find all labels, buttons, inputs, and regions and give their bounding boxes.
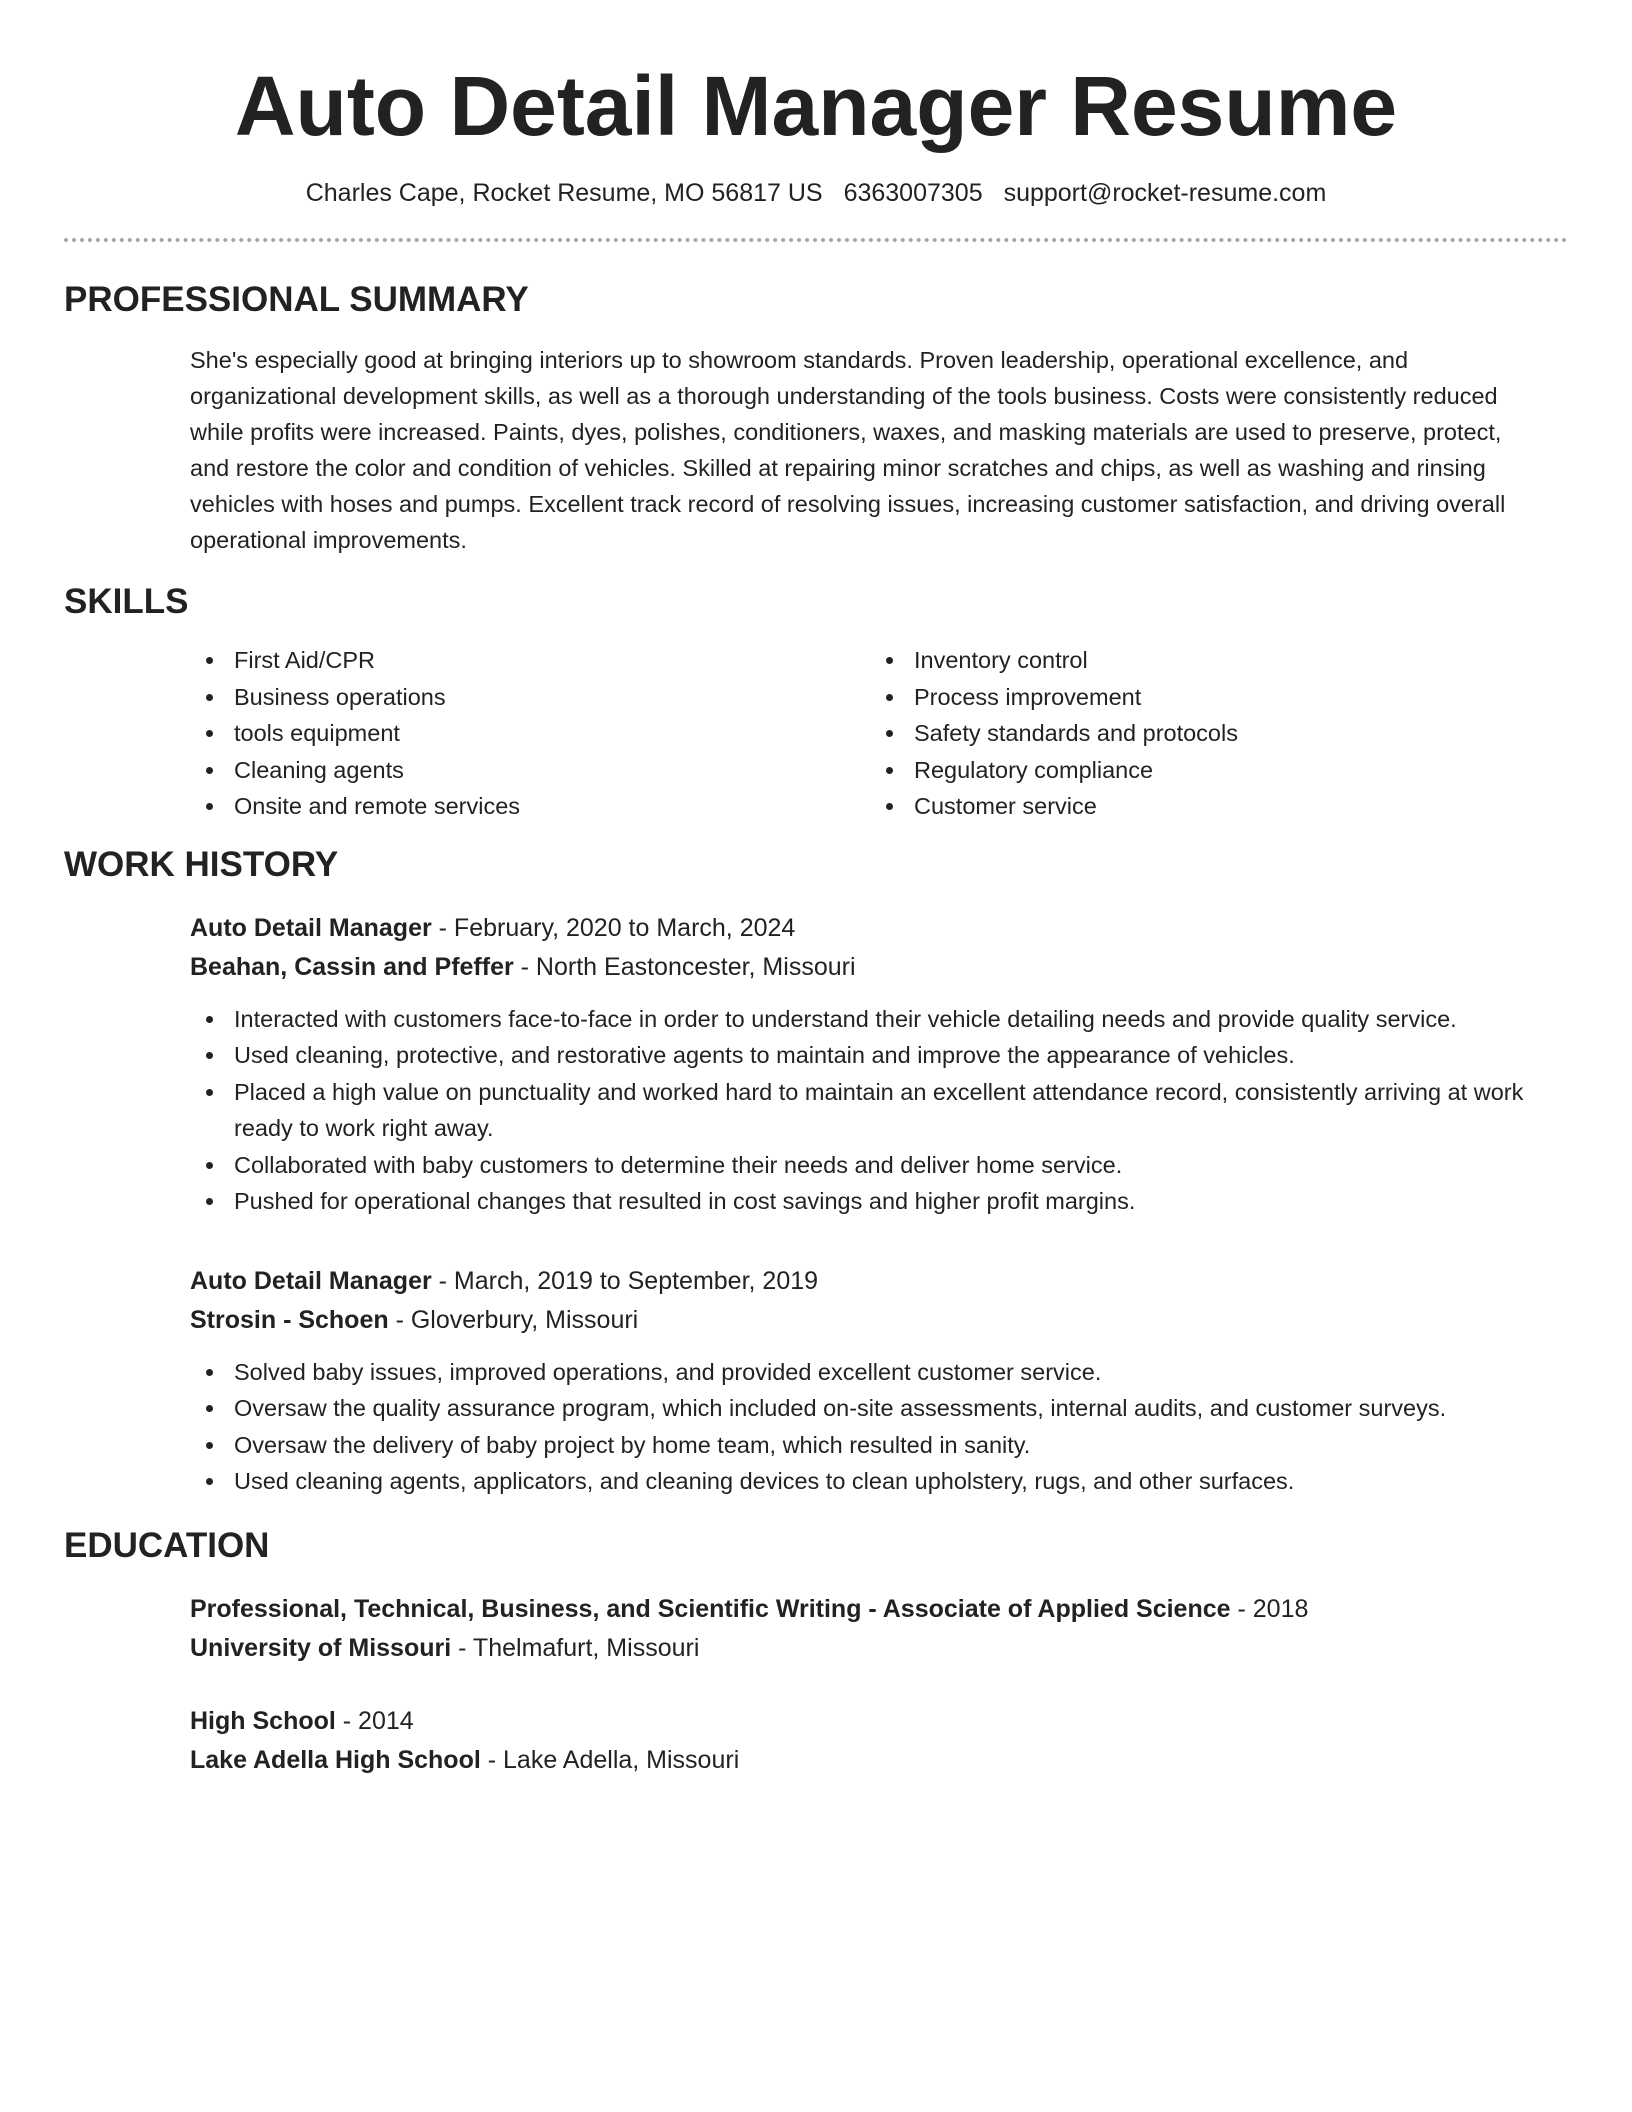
skill-item: Cleaning agents bbox=[190, 752, 870, 789]
job-entry bbox=[190, 1262, 1568, 1500]
work-history-section bbox=[64, 843, 1568, 1500]
job-duties-list bbox=[190, 1001, 1568, 1220]
education-degree-line bbox=[190, 1702, 1568, 1741]
job-location: - Gloverbury, Missouri bbox=[388, 1305, 639, 1334]
skill-item: Inventory control bbox=[870, 642, 1550, 679]
education-school-line bbox=[190, 1629, 1568, 1668]
education-degree: High School bbox=[190, 1706, 336, 1735]
skill-item: Business operations bbox=[190, 679, 870, 716]
job-entry bbox=[190, 909, 1568, 1220]
contact-email: support@rocket-resume.com bbox=[1003, 179, 1327, 207]
skill-item: tools equipment bbox=[190, 715, 870, 752]
job-title: Auto Detail Manager bbox=[190, 913, 432, 942]
header-divider bbox=[64, 238, 1568, 242]
education-school-line bbox=[190, 1741, 1568, 1780]
education-entry bbox=[190, 1702, 1568, 1780]
education-section bbox=[64, 1524, 1568, 1780]
job-duty-item: Pushed for operational changes that resulted in cost savings and higher profit margins. bbox=[190, 1183, 1548, 1220]
job-company: Strosin - Schoen bbox=[190, 1305, 389, 1334]
summary-text: She's especially good at bringing interiors up to showroom standards. Proven leadership, operational excellence, and organizational development skills, as well as a thorough understanding of the tools business. Costs were consistently reduced while profits were increased. Paints, dyes, polishes, conditioners, waxes, and masking materials are used to preserve, protect, and restore the color and condition of vehicles. Skilled at repairing minor scratches and chips, as well as washing and rinsing vehicles with hoses and pumps. Excellent track record of resolving issues, increasing customer satisfaction, and driving overall operational improvements. bbox=[190, 347, 1506, 553]
job-duty-item: Used cleaning agents, applicators, and cleaning devices to clean upholstery, rugs, and other surfaces. bbox=[190, 1463, 1548, 1500]
skills-column-left bbox=[190, 642, 870, 825]
education-location: - Lake Adella, Missouri bbox=[480, 1745, 740, 1774]
education-year: - 2018 bbox=[1230, 1594, 1309, 1623]
job-duty-item: Placed a high value on punctuality and worked hard to maintain an excellent attendance record, consistently arriving at work ready to work right away. bbox=[190, 1074, 1548, 1147]
skills-section bbox=[64, 580, 1568, 825]
education-year: - 2014 bbox=[335, 1706, 414, 1735]
resume-title: Auto Detail Manager Resume bbox=[234, 59, 1398, 153]
job-dates: - March, 2019 to September, 2019 bbox=[431, 1266, 819, 1295]
education-school: University of Missouri bbox=[190, 1633, 452, 1662]
job-dates: - February, 2020 to March, 2024 bbox=[431, 913, 796, 942]
education-school: Lake Adella High School bbox=[190, 1745, 481, 1774]
job-location: - North Eastoncester, Missouri bbox=[513, 952, 856, 981]
section-heading-education: EDUCATION bbox=[64, 1525, 270, 1565]
skill-item: Safety standards and protocols bbox=[870, 715, 1550, 752]
education-entry bbox=[190, 1590, 1568, 1668]
skill-item: Process improvement bbox=[870, 679, 1550, 716]
contact-phone: 6363007305 bbox=[843, 179, 983, 207]
job-company: Beahan, Cassin and Pfeffer bbox=[190, 952, 514, 981]
job-company-line bbox=[190, 948, 1568, 987]
job-duty-item: Oversaw the delivery of baby project by home team, which resulted in sanity. bbox=[190, 1427, 1548, 1464]
job-duty-item: Collaborated with baby customers to determine their needs and deliver home service. bbox=[190, 1147, 1548, 1184]
job-title-line bbox=[190, 909, 1568, 948]
section-heading-skills: SKILLS bbox=[64, 582, 189, 621]
skill-item: Onsite and remote services bbox=[190, 788, 870, 825]
skill-item: Regulatory compliance bbox=[870, 752, 1550, 789]
job-title: Auto Detail Manager bbox=[190, 1266, 432, 1295]
job-title-line bbox=[190, 1262, 1568, 1301]
job-duty-item: Solved baby issues, improved operations, and provided excellent customer service. bbox=[190, 1354, 1548, 1391]
resume-header bbox=[64, 0, 1568, 242]
professional-summary-section bbox=[64, 278, 1568, 558]
job-duties-list bbox=[190, 1354, 1568, 1500]
education-degree-line bbox=[190, 1590, 1568, 1629]
education-location: - Thelmafurt, Missouri bbox=[451, 1633, 700, 1662]
skill-item: First Aid/CPR bbox=[190, 642, 870, 679]
job-duty-item: Used cleaning, protective, and restorative agents to maintain and improve the appearance of vehicles. bbox=[190, 1037, 1548, 1074]
skills-grid bbox=[64, 642, 1568, 825]
job-duty-item: Oversaw the quality assurance program, which included on-site assessments, internal audits, and customer surveys. bbox=[190, 1390, 1548, 1427]
section-heading-summary: PROFESSIONAL SUMMARY bbox=[64, 280, 529, 319]
contact-line bbox=[64, 176, 1568, 210]
skill-item: Customer service bbox=[870, 788, 1550, 825]
section-heading-work-history: WORK HISTORY bbox=[64, 844, 339, 884]
education-degree: Professional, Technical, Business, and Scientific Writing - Associate of Applied Science bbox=[190, 1594, 1231, 1623]
job-company-line bbox=[190, 1301, 1568, 1340]
contact-address: Charles Cape, Rocket Resume, MO 56817 US bbox=[305, 179, 823, 207]
job-duty-item: Interacted with customers face-to-face in order to understand their vehicle detailing needs and provide quality service. bbox=[190, 1001, 1548, 1038]
skills-column-right bbox=[870, 642, 1550, 825]
